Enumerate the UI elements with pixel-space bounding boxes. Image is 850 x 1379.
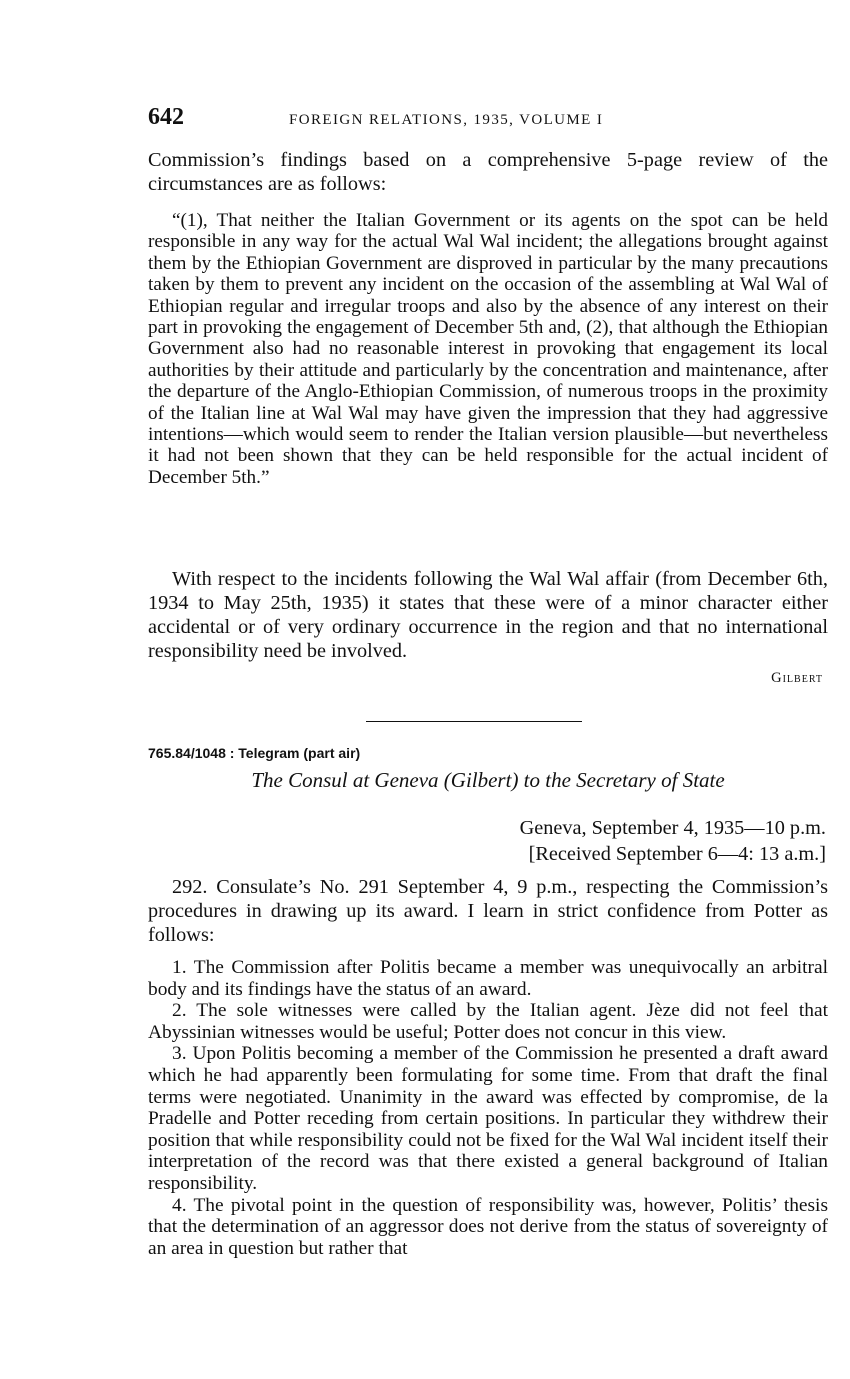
section-divider <box>366 721 582 722</box>
list-item: 3. Upon Politis becoming a member of the Commission he presented a draft award which he had apparently been formulating for some time. From that draft the final terms were negotiated. Unanimity in the award was effected by compromise, de la Pradelle and Potter receding from certain positions. In particular they withdrew their position that while responsibility could not be fixed for the Wal Wal incident itself their interpretation of the record was that there existed a general background of Italian responsibility. <box>148 1043 828 1194</box>
list-item: 2. The sole witnesses were called by the Italian agent. Jèze did not feel that Abyssinian witnesses would be useful; Potter does not concur in this view. <box>148 1000 828 1043</box>
list-item: 4. The pivotal point in the question of responsibility was, however, Politis’ thesis that the determination of an aggressor does not derive from the status of sovereignty of an area in question but rather that <box>148 1194 828 1259</box>
page-header <box>148 104 828 130</box>
signature-gilbert: Gilbert <box>771 670 823 686</box>
incidents-paragraph-block <box>148 567 828 663</box>
numbered-points <box>148 957 828 1259</box>
dateline: Geneva, September 4, 1935—10 p.m. <box>519 817 826 839</box>
received-note: [Received September 6—4: 13 a.m.] <box>528 843 826 865</box>
intro-paragraph-block <box>148 148 828 196</box>
page-number: 642 <box>148 104 184 130</box>
telegram-opening-paragraph: 292. Consulate’s No. 291 September 4, 9 p.m., respecting the Commission’s procedures in drawing up its award. I learn in strict confidence from Potter as follows: <box>148 876 828 946</box>
list-item: 1. The Commission after Politis became a member was unequivocally an arbitral body and its findings have the status of an award. <box>148 957 828 1000</box>
running-head: FOREIGN RELATIONS, 1935, VOLUME I <box>289 112 604 128</box>
quoted-findings: “(1), That neither the Italian Government or its agents on the spot can be held responsible in any way for the actual Wal Wal incident; the allegations brought against them by the Ethiopian Government are disproved in particular by the many precautions taken by them to prevent any incident on the occasion of the assembling at Wal Wal of Ethiopian regular and irregular troops and also by the absence of any interest on their part in provoking the engagement of December 5th and, (2), that although the Ethiopian Government also had no reasonable interest in provoking that engagement its local authorities by their attitude and particularly by the concentration and maintenance, after the departure of the Anglo-Ethiopian Commission, of numerous troops in the proximity of the Italian line at Wal Wal may have given the impression that they had aggressive intentions—which would seem to render the Italian version plausible—but nevertheless it had not been shown that they can be held responsible for the actual incident of December 5th.” <box>148 210 828 488</box>
incidents-paragraph: With respect to the incidents following the Wal Wal affair (from December 6th, 1934 to May 25th, 1935) it states that these were of a minor character either accidental or of very ordinary occurrence in the region and that no international responsibility need be involved. <box>148 568 828 662</box>
file-reference: 765.84/1048 : Telegram (part air) <box>148 745 361 761</box>
document-title: The Consul at Geneva (Gilbert) to the Secretary of State <box>251 768 725 792</box>
intro-paragraph: Commission’s findings based on a comprehensive 5-page review of the circumstances are as follows: <box>148 149 828 195</box>
telegram-opening-block <box>148 875 828 947</box>
